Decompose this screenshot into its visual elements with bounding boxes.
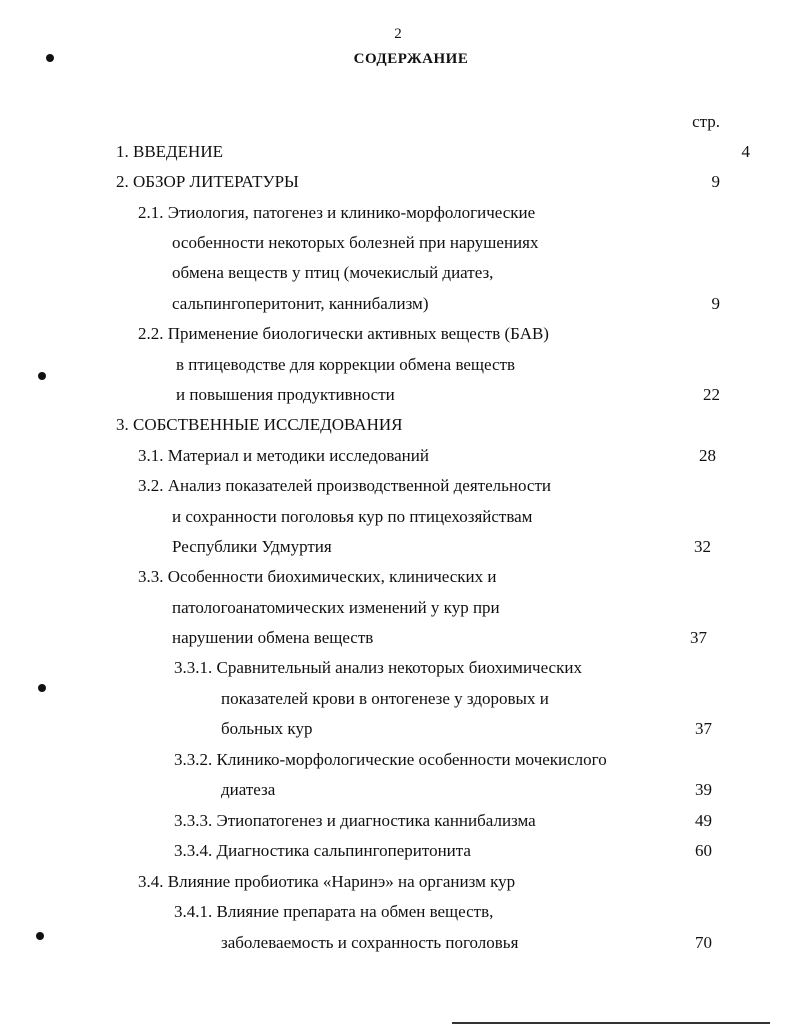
binding-mark — [38, 684, 46, 692]
toc-entry-text: 3.3.4. Диагностика сальпингоперитонита — [174, 841, 471, 860]
toc-entry-text: больных кур — [221, 719, 313, 738]
toc-entry-text: сальпингоперитонит, каннибализм) — [172, 294, 429, 313]
bottom-rule — [452, 1022, 770, 1024]
toc-entry-text: 2. ОБЗОР ЛИТЕРАТУРЫ — [116, 172, 299, 191]
toc-entry-text: нарушении обмена веществ — [172, 628, 374, 647]
toc-entry-text: 3.4.1. Влияние препарата на обмен веществ, — [174, 902, 494, 921]
binding-mark — [38, 372, 46, 380]
toc-entry-text: 3.1. Материал и методики исследований — [138, 446, 429, 465]
toc-entry-text: 2.2. Применение биологически активных веществ (БАВ) — [138, 324, 549, 343]
toc-entry-page: 28 — [699, 446, 716, 465]
toc-entry-page: 4 — [741, 142, 750, 161]
toc-entry-text: 3.3. Особенности биохимических, клинических и — [138, 567, 497, 586]
toc-entry-page: 32 — [694, 537, 711, 556]
toc-entry-page: 9 — [711, 294, 720, 313]
toc-entry-text: в птицеводстве для коррекции обмена веществ — [176, 355, 515, 374]
binding-mark — [46, 54, 54, 62]
toc-entry-text: 3.2. Анализ показателей производственной деятельности — [138, 476, 551, 495]
toc-entry-text: 3.3.3. Этиопатогенез и диагностика каннибализма — [174, 811, 536, 830]
page-number: 2 — [394, 26, 402, 42]
toc-entry-text: 3. СОБСТВЕННЫЕ ИССЛЕДОВАНИЯ — [116, 415, 403, 434]
toc-entry-page: 37 — [690, 628, 707, 647]
toc-entry-text: и повышения продуктивности — [176, 385, 395, 404]
toc-entry-text: 2.1. Этиология, патогенез и клинико-морфологические — [138, 203, 536, 222]
toc-entry-page: 37 — [695, 719, 712, 738]
toc-entry-text: особенности некоторых болезней при нарушениях — [172, 233, 539, 252]
binding-mark — [36, 932, 44, 940]
toc-entry-text: 3.3.2. Клинико-морфологические особенности мочекислого — [174, 750, 607, 769]
toc-entry-page: 22 — [703, 385, 720, 404]
toc-entry-text: обмена веществ у птиц (мочекислый диатез, — [172, 263, 494, 282]
toc-entry-text: заболеваемость и сохранность поголовья — [221, 933, 519, 952]
toc-entry-text: Республики Удмуртия — [172, 537, 332, 556]
toc-entry-text: 3.3.1. Сравнительный анализ некоторых биохимических — [174, 658, 582, 677]
page-title: СОДЕРЖАНИЕ — [353, 51, 469, 67]
toc-entry-text: показателей крови в онтогенезе у здоровых и — [221, 689, 549, 708]
toc-entry-text: и сохранности поголовья кур по птицехозяйствам — [172, 507, 533, 526]
toc-entry-page: 9 — [711, 172, 720, 191]
toc-entry-text: 3.4. Влияние пробиотика «Наринэ» на организм кур — [138, 872, 516, 891]
toc-entry-text: 1. ВВЕДЕНИЕ — [116, 142, 223, 161]
toc-entry-page: 49 — [695, 811, 712, 830]
toc-entry-page: 39 — [695, 780, 712, 799]
toc-entry-text: диатеза — [221, 780, 276, 799]
toc-entry-page: 70 — [695, 933, 712, 952]
pages-column-label: стр. — [692, 112, 720, 131]
toc-entry-page: 60 — [695, 841, 712, 860]
toc-entry-text: патологоанатомических изменений у кур при — [172, 598, 500, 617]
